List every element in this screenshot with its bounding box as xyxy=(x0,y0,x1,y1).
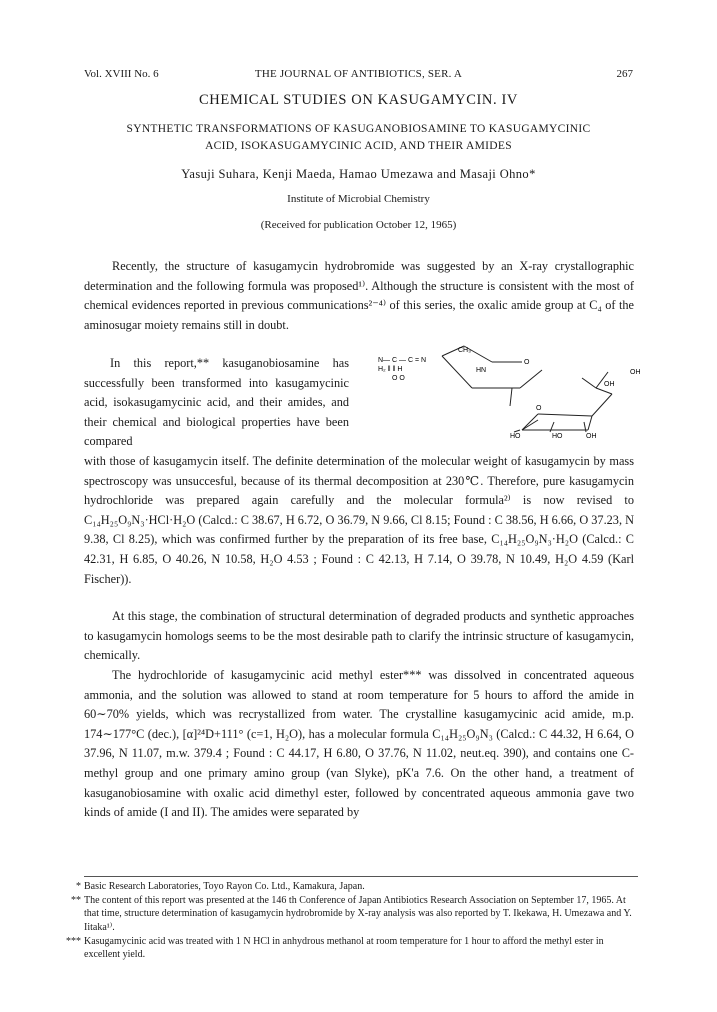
label-oh-top: OH xyxy=(630,369,641,376)
footnote-1-text: Basic Research Laboratories, Toyo Rayon Co. Ltd., Kamakura, Japan. xyxy=(84,881,365,892)
paragraph-report-wrapped: In this report,** kasuganobiosamine has successfully been transformed into kasugamycinic acid, isokasugamycinic acid, and their amides, and their chemical and biological properties have been compared xyxy=(84,356,349,449)
running-header-volume: Vol. XVIII No. 6 xyxy=(84,68,159,80)
footnote-divider xyxy=(84,876,638,877)
label-ch3: CH₃ xyxy=(458,347,471,354)
label-oh-right: OH xyxy=(604,381,615,388)
label-amide-h: H₂ ‖ ‖ H xyxy=(378,366,403,373)
received-date: (Received for publication October 12, 1965) xyxy=(260,219,457,231)
label-hn: HN xyxy=(476,367,487,374)
label-o-ring: O xyxy=(524,359,530,366)
running-header-journal: THE JOURNAL OF ANTIBIOTICS, SER. A xyxy=(254,68,463,80)
paragraph-synthesis-approach: At this stage, the combination of structural determination of degraded products and synthetic approaches to kasugamycin homologs seems to be the most desirable path to clarify the intrinsic structure of kasugamycin, chemically. xyxy=(84,609,634,663)
footnote-1 xyxy=(76,880,636,893)
paragraph-report-continued: with those of kasugamycin itself. The definite determination of the molecular weight of kasugamycin by mass spectroscopy was unsuccesful, because of its thermal decomposition at 230℃. Therefore, pure kasugamycin hydrochloride was prepared again carefully and the molecular formula²⁾ is now revised to C₁₄H₂₅O₉N₃·HCl·H₂O (Calcd.: C 38.67, H 6.72, O 36.79, N 9.66, Cl 8.15; Found : C 38.56, H 6.66, O 37.23, N 9.38, Cl 8.25), which was confirmed further by the preparation of its free base, C₁₄H₂₅O₉N₃·H₂O (Calcd.: C 42.31, H 6.85, O 40.26, N 10.58, H₂O 4.53 ; Found : C 42.13, H 7.14, O 39.78, N 10.49, H₂O 4.59 (Karl Fischer)). xyxy=(84,454,634,586)
label-ho-left: HO xyxy=(510,433,521,440)
footnote-3-mark: *** xyxy=(66,936,81,947)
paragraph-amide-preparation: The hydrochloride of kasugamycinic acid methyl ester*** was dissolved in concentrated aqueous ammonia, and the solution was allowed to stand at room temperature for 5 hours to afford the amide in 60∼70% yields, which was recrystallized from water. The crystalline kasugamycinic acid amide, m.p. 174∼177°C (dec.), [α]²⁴D+111° (c=1, H₂O), has a molecular formula C₁₄H₂₅O₉N₃ (Calcd.: C 44.32, H 6.64, O 37.96, N 11.07, m.w. 379.4 ; Found : C 44.17, H 6.80, O 37.76, N 11.02, neut.eq. 390), and contains one C-methyl group and one primary amino group (van Slyke), pK'a 7.6. On the other hand, a treatment of kasuganobiosamine with oxalic acid dimethyl ester, followed by concentrated aqueous ammonia gave two kinds of amide (I and II). The amides were separated by xyxy=(84,668,634,820)
page-number: 267 xyxy=(616,68,633,80)
subtitle-line-1: SYNTHETIC TRANSFORMATIONS OF KASUGANOBIOSAMINE TO KASUGAMYCINIC xyxy=(126,123,591,135)
authors: Yasuji Suhara, Kenji Maeda, Hamao Umezawa and Masaji Ohno* xyxy=(181,167,536,181)
label-oh-bottom: OH xyxy=(586,433,597,440)
label-amide-o: O O xyxy=(392,375,405,382)
label-o-link: O xyxy=(536,405,542,412)
footnote-2 xyxy=(71,894,636,934)
article-subtitle xyxy=(60,121,657,155)
footnote-1-mark: * xyxy=(76,881,81,892)
footnote-3-text: Kasugamycinic acid was treated with 1 N HCl in anhydrous methanol at room temperature for 1 hour to afford the methyl ester in excellent yield. xyxy=(84,936,604,961)
subtitle-line-2: ACID, ISOKASUGAMYCINIC ACID, AND THEIR AMIDES xyxy=(205,140,512,152)
label-ho-mid: HO xyxy=(552,433,563,440)
footnote-3 xyxy=(66,935,636,962)
article-title: CHEMICAL STUDIES ON KASUGAMYCIN. IV xyxy=(199,92,518,108)
label-amide-chain: N— C — C = N xyxy=(378,357,427,364)
footnote-2-text: The content of this report was presented at the 146 th Conference of Japan Antibiotics Research Association on September 17, 1965. At that time, structure determination of kasugamycin hydrobromide by X-ray analysis was also reported by T. Ikekawa, H. Umezawa and Y. Iitaka¹⁾. xyxy=(84,895,632,933)
footnote-2-mark: ** xyxy=(71,895,81,906)
institution: Institute of Microbial Chemistry xyxy=(287,193,430,205)
kasugamycin-structural-formula xyxy=(372,344,644,448)
paragraph-intro: Recently, the structure of kasugamycin hydrobromide was suggested by an X-ray crystallographic determination and the following formula was proposed¹⁾. Although the structure is consistent with the most of chemical evidences reported in previous communications²⁻⁴⁾ of this series, the oxalic amide group at C₄ of the aminosugar moiety remains still in doubt. xyxy=(84,259,634,332)
